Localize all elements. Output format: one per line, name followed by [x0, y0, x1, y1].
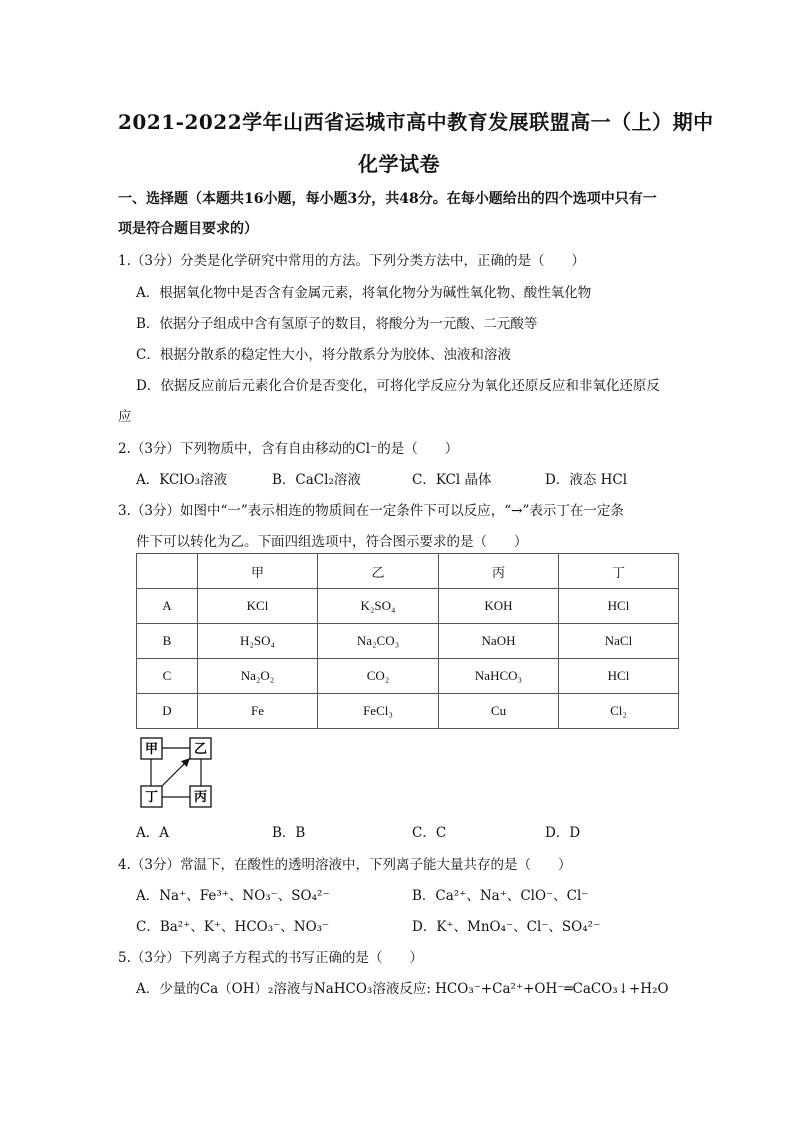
table-cell: NaHCO₃ [439, 659, 559, 694]
q2-option-a: A．KClO₃溶液 [136, 472, 228, 488]
table-header-cell: 丁 [559, 554, 679, 589]
table-cell: A [137, 589, 198, 624]
label-bing: 丙 [193, 790, 208, 805]
q2-option-d: D．液态 HCl [545, 472, 628, 488]
q1-option-d-line2: 应 [118, 409, 132, 425]
label-jia: 甲 [144, 742, 159, 757]
table-cell: CO₂ [318, 659, 439, 694]
table-cell: B [137, 624, 198, 659]
q2-stem: 2.（3分）下列物质中，含有自由移动的Cl⁻的是（ ） [118, 441, 459, 457]
table-cell: K₂SO₄ [318, 589, 439, 624]
table-cell: Na₂CO₃ [318, 624, 439, 659]
table-row [137, 589, 679, 624]
table-cell: Na₂O₂ [198, 659, 318, 694]
q2-option-b: B．CaCl₂溶液 [272, 472, 361, 488]
q3-option-a: A．A [136, 825, 169, 841]
page-title-line2: 化学试卷 [358, 152, 440, 176]
q3-stem-line1: 3.（3分）如图中“一”表示相连的物质间在一定条件下可以反应，“→”表示丁在一定条 [118, 503, 624, 519]
q1-stem: 1.（3分）分类是化学研究中常用的方法。下列分类方法中，正确的是（ ） [118, 253, 585, 269]
table-row [137, 694, 679, 729]
table-row [137, 659, 679, 694]
table-cell: C [137, 659, 198, 694]
q1-option-d-line1: D．依据反应前后元素化合价是否变化，可将化学反应分为氧化还原反应和非氧化还原反 [136, 378, 660, 394]
table-cell: Cl₂ [559, 694, 679, 729]
q4-option-d: D．K⁺、MnO₄⁻、Cl⁻、SO₄²⁻ [412, 919, 601, 935]
q4-option-a: A．Na⁺、Fe³⁺、NO₃⁻、SO₄²⁻ [136, 888, 330, 904]
page-title-line1: 2021-2022学年山西省运城市高中教育发展联盟高一（上）期中 [118, 110, 714, 134]
table-cell: NaCl [559, 624, 679, 659]
section-heading-line2: 项是符合题目要求的） [118, 221, 258, 237]
label-yi: 乙 [193, 742, 208, 757]
table-row [137, 624, 679, 659]
q2-option-c: C．KCl 晶体 [412, 472, 492, 488]
q4-option-b: B．Ca²⁺、Na⁺、ClO⁻、Cl⁻ [412, 888, 589, 904]
table-header-cell [137, 554, 198, 589]
label-ding: 丁 [144, 790, 159, 805]
table-cell: D [137, 694, 198, 729]
arrow-ding-to-yi [161, 759, 189, 787]
q3-option-d: D．D [545, 825, 581, 841]
q3-table [136, 553, 679, 729]
q4-stem: 4.（3分）常温下，在酸性的透明溶液中，下列离子能大量共存的是（ ） [118, 857, 572, 873]
q3-option-c: C．C [412, 825, 447, 841]
table-header-cell: 丙 [439, 554, 559, 589]
table-cell: FeCl₃ [318, 694, 439, 729]
q1-option-b: B．依据分子组成中含有氢原子的数目，将酸分为一元酸、二元酸等 [136, 316, 538, 332]
table-cell: HCl [559, 659, 679, 694]
q3-relation-diagram [140, 737, 214, 809]
table-cell: Cu [439, 694, 559, 729]
table-cell: H₂SO₄ [198, 624, 318, 659]
table-cell: HCl [559, 589, 679, 624]
table-cell: Fe [198, 694, 318, 729]
table-header-cell: 甲 [198, 554, 318, 589]
section-heading-line1: 一、选择题（本题共16小题，每小题3分，共48分。在每小题给出的四个选项中只有一 [118, 191, 657, 207]
table-cell: KOH [439, 589, 559, 624]
table-header-cell: 乙 [318, 554, 439, 589]
q4-option-c: C．Ba²⁺、K⁺、HCO₃⁻、NO₃⁻ [136, 919, 330, 935]
q1-option-a: A．根据氧化物中是否含有金属元素，将氧化物分为碱性氧化物、酸性氧化物 [136, 285, 592, 301]
table-cell: NaOH [439, 624, 559, 659]
table-cell: KCl [198, 589, 318, 624]
table-header-row [137, 554, 679, 589]
q3-stem-line2: 件下可以转化为乙。下面四组选项中，符合图示要求的是（ ） [136, 534, 528, 550]
q5-option-a: A．少量的Ca（OH）₂溶液与NaHCO₃溶液反应: HCO₃⁻+Ca²⁺+OH⁻═CaCO₃↓+H₂O [136, 981, 669, 997]
q3-option-b: B．B [272, 825, 306, 841]
q1-option-c: C．根据分散系的稳定性大小，将分散系分为胶体、浊液和溶液 [136, 347, 511, 363]
q5-stem: 5.（3分）下列离子方程式的书写正确的是（ ） [118, 950, 423, 966]
